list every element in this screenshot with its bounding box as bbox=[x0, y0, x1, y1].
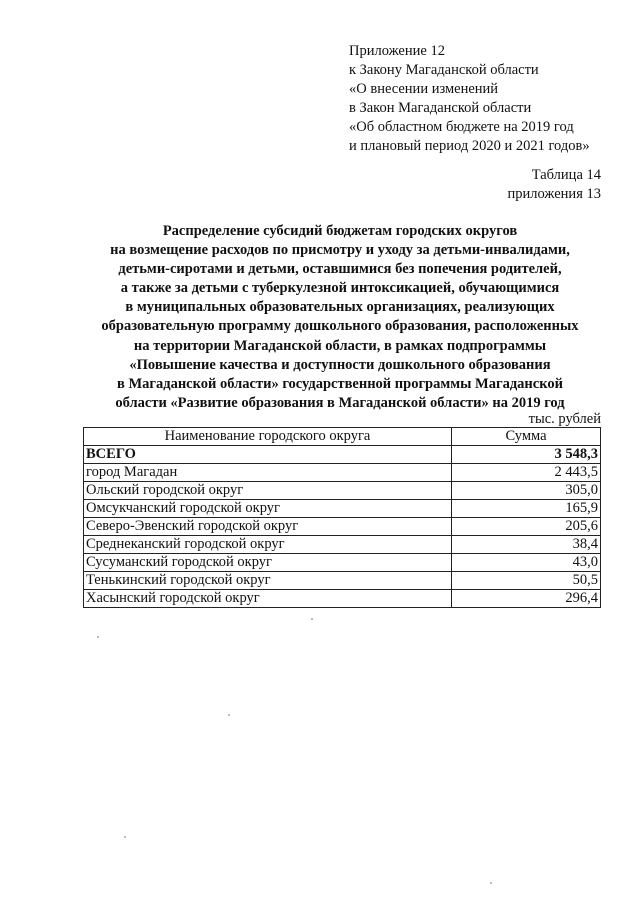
district-sum: 205,6 bbox=[452, 518, 601, 536]
table-row bbox=[84, 536, 601, 554]
district-sum: 165,9 bbox=[452, 500, 601, 518]
district-name: Хасынский городской округ bbox=[84, 590, 452, 608]
appendix-header-line: и плановый период 2020 и 2021 годов» bbox=[349, 138, 590, 154]
title-line: области «Развитие образования в Магаданской области» на 2019 год bbox=[115, 394, 565, 411]
district-sum: 2 443,5 bbox=[452, 464, 601, 482]
district-sum: 50,5 bbox=[452, 572, 601, 590]
appendix-header-line: в Закон Магаданской области bbox=[349, 100, 532, 116]
title-line: на возмещение расходов по присмотру и уходу за детьми-инвалидами, bbox=[110, 242, 570, 259]
district-name: Тенькинский городской округ bbox=[84, 572, 452, 590]
scan-speck bbox=[228, 714, 230, 716]
title-line: «Повышение качества и доступности дошкольного образования bbox=[129, 356, 551, 373]
district-name: Ольский городской округ bbox=[84, 482, 452, 500]
district-name: Северо-Эвенский городской округ bbox=[84, 518, 452, 536]
appendix-header-line: «О внесении изменений bbox=[349, 81, 499, 97]
table-row bbox=[84, 554, 601, 572]
appendix-header bbox=[349, 42, 590, 156]
district-sum: 38,4 bbox=[452, 536, 601, 554]
district-name: Среднеканский городской округ bbox=[84, 536, 452, 554]
title-line: детьми-сиротами и детьми, оставшимися без попечения родителей, bbox=[118, 261, 562, 278]
table-row bbox=[84, 500, 601, 518]
title-line: на территории Магаданской области, в рамках подпрограммы bbox=[133, 337, 547, 354]
column-header-name: Наименование городского округа bbox=[84, 428, 452, 446]
title-line: Распределение субсидий бюджетам городских округов bbox=[162, 223, 518, 239]
district-sum: 305,0 bbox=[452, 482, 601, 500]
table-row bbox=[84, 518, 601, 536]
title-line: образовательную программу дошкольного образования, расположенных bbox=[101, 318, 579, 335]
total-sum: 3 548,3 bbox=[452, 446, 601, 464]
subsidy-table bbox=[83, 427, 601, 608]
district-sum: 296,4 bbox=[452, 590, 601, 608]
column-header-sum: Сумма bbox=[452, 428, 601, 446]
scan-speck bbox=[311, 618, 313, 620]
table-row bbox=[84, 572, 601, 590]
table-number: Таблица 14 bbox=[531, 167, 601, 183]
district-name: город Магадан bbox=[84, 464, 452, 482]
table-reference bbox=[508, 166, 601, 204]
table-row bbox=[84, 482, 601, 500]
scan-speck bbox=[124, 836, 126, 838]
district-name: Омсукчанский городской округ bbox=[84, 500, 452, 518]
district-sum: 43,0 bbox=[452, 554, 601, 572]
title-line: в Магаданской области» государственной программы Магаданской bbox=[117, 375, 563, 392]
document-title bbox=[60, 222, 620, 413]
appendix-header-line: Приложение 12 bbox=[349, 43, 445, 59]
table-appendix: приложения 13 bbox=[507, 186, 601, 202]
table-row bbox=[84, 590, 601, 608]
units-label: тыс. рублей bbox=[528, 411, 601, 427]
total-row bbox=[84, 446, 601, 464]
scan-speck bbox=[97, 636, 99, 638]
appendix-header-line: «Об областном бюджете на 2019 год bbox=[349, 119, 574, 135]
scan-speck bbox=[490, 882, 492, 884]
district-name: Сусуманский городской округ bbox=[84, 554, 452, 572]
appendix-header-line: к Закону Магаданской области bbox=[349, 62, 539, 78]
title-line: а также за детьми с туберкулезной интоксикацией, обучающимися bbox=[120, 280, 560, 297]
title-line: в муниципальных образовательных организациях, реализующих bbox=[125, 299, 555, 316]
table-header-row bbox=[84, 428, 601, 446]
table-row bbox=[84, 464, 601, 482]
total-label: ВСЕГО bbox=[84, 446, 452, 464]
